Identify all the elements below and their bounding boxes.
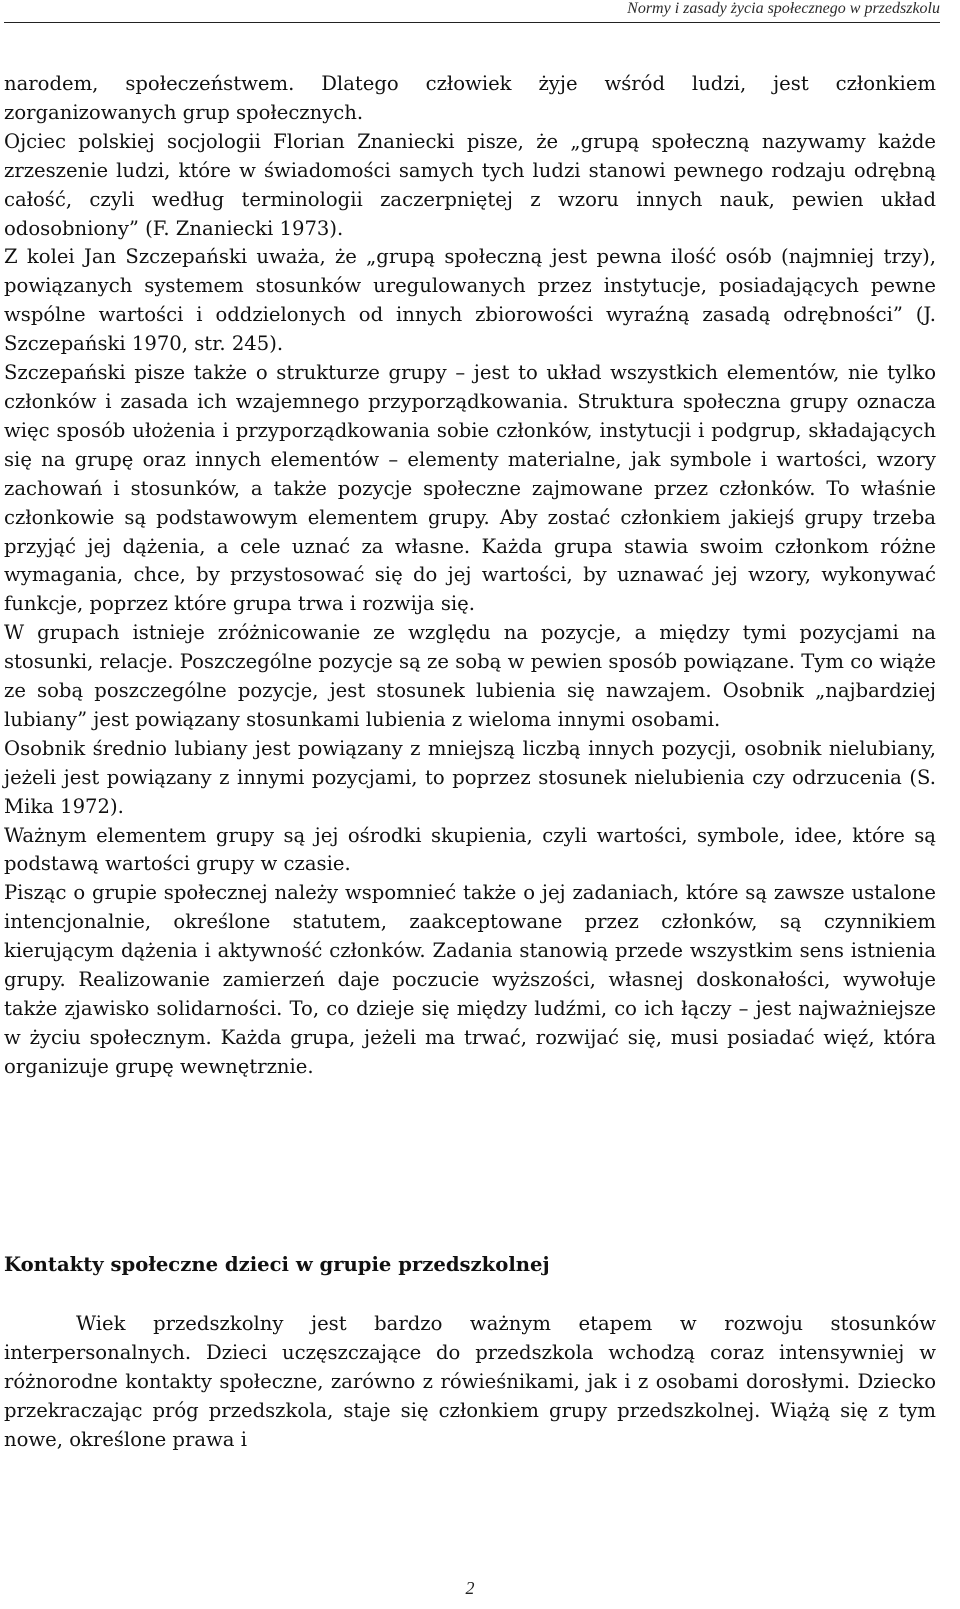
paragraph: Ojciec polskiej socjologii Florian Znaniecki pisze, że „grupą społeczną nazywamy każde zrzeszenie ludzi, które w świadomości samych tych ludzi stanowi pewnego rodzaju odrębną całość, czyli według terminologii zaczerpniętej z wzoru innych nauk, pewien układ odosobniony” (F. Znaniecki 1973). [4, 129, 936, 240]
paragraph: Ważnym elementem grupy są jej ośrodki skupienia, czyli wartości, symbole, idee, które są podstawą wartości grupy w czasie. [4, 823, 936, 876]
header-divider [4, 22, 940, 23]
paragraph: W grupach istnieje zróżnicowanie ze względu na pozycje, a między tymi pozycjami na stosunki, relacje. Poszczególne pozycje są ze sobą w pewien sposób powiązane. Tym co wiąże ze sobą poszczególne pozycje, jest stosunek lubienia się nawzajem. Osobnik „najbardziej lubiany” jest powiązany stosunkami lubienia z wieloma innymi osobami. [4, 621, 936, 731]
section-heading: Kontakty społeczne dzieci w grupie przedszkolnej [4, 1253, 550, 1276]
paragraph: Osobnik średnio lubiany jest powiązany z mniejszą liczbą innych pozycji, osobnik nielubiany, jeżeli jest powiązany z innymi pozycjami, to poprzez stosunek nielubienia czy odrzucenia (S. Mika 1972). [4, 736, 936, 818]
section-body [4, 1310, 936, 1455]
paragraph: Z kolei Jan Szczepański uważa, że „grupą społeczną jest pewna ilość osób (najmniej trzy), powiązanych systemem stosunków uregulowanych przez instytucje, posiadających pewne wspólne wartości i oddzielonych od innych zbiorowości wyraźną zasadą odrębności” (J. Szczepański 1970, str. 245). [4, 245, 936, 356]
paragraph: Wiek przedszkolny jest bardzo ważnym etapem w rozwoju stosunków interpersonalnych. Dzieci uczęszczające do przedszkola wchodzą coraz intensywniej w różnorodne kontakty społeczne, zarówno z rówieśnikami, jak i z osobami dorosłymi. Dziecko przekraczając próg przedszkola, staje się członkiem grupy przedszkolnej. Wiążą się z tym nowe, określone prawa i [4, 1312, 936, 1451]
paragraph: Pisząc o grupie społecznej należy wspomnieć także o jej zadaniach, które są zawsze ustalone intencjonalnie, określone statutem, zaakceptowane przez członków, są czynnikiem kierującym dążenia i aktywność członków. Zadania stanowią przede wszystkim sens istnienia grupy. Realizowanie zamierzeń daje poczucie wyższości, własnej doskonałości, wywołuje także zjawisko solidarności. To, co dzieje się między ludźmi, co ich łączy – jest najważniejsze w życiu społecznym. Każda grupa, jeżeli ma trwać, rozwijać się, musi posiadać więź, która organizuje grupę wewnętrznie. [4, 881, 936, 1078]
paragraph: Szczepański pisze także o strukturze grupy – jest to układ wszystkich elementów, nie tylko członków i zasada ich wzajemnego przyporządkowania. Struktura społeczna grupy oznacza więc sposób ułożenia i przyporządkowania sobie członków, instytucji i podgrup, składających się na grupę oraz innych elementów – elementy materialne, jak symbole i wartości, wzory zachowań i stosunków, a także pozycje społeczne zajmowane przez członków. To właśnie członkowie są podstawowym elementem grupy. Aby zostać członkiem jakiejś grupy trzeba przyjąć jej dążenia, a cele uznać za własne. Każda grupa stawia swoim członkom różne wymagania, chce, by przystosować się do jej wartości, by uznawać jej wzory, wykonywać funkcje, poprzez które grupa trwa i rozwija się. [4, 361, 936, 616]
running-header: Normy i zasady życia społecznego w przedszkolu [627, 0, 940, 17]
paragraph: narodem, społeczeństwem. Dlatego człowiek żyje wśród ludzi, jest członkiem zorganizowanych grup społecznych. [4, 72, 936, 124]
page-number: 2 [465, 1578, 475, 1598]
document-body [4, 70, 936, 1082]
